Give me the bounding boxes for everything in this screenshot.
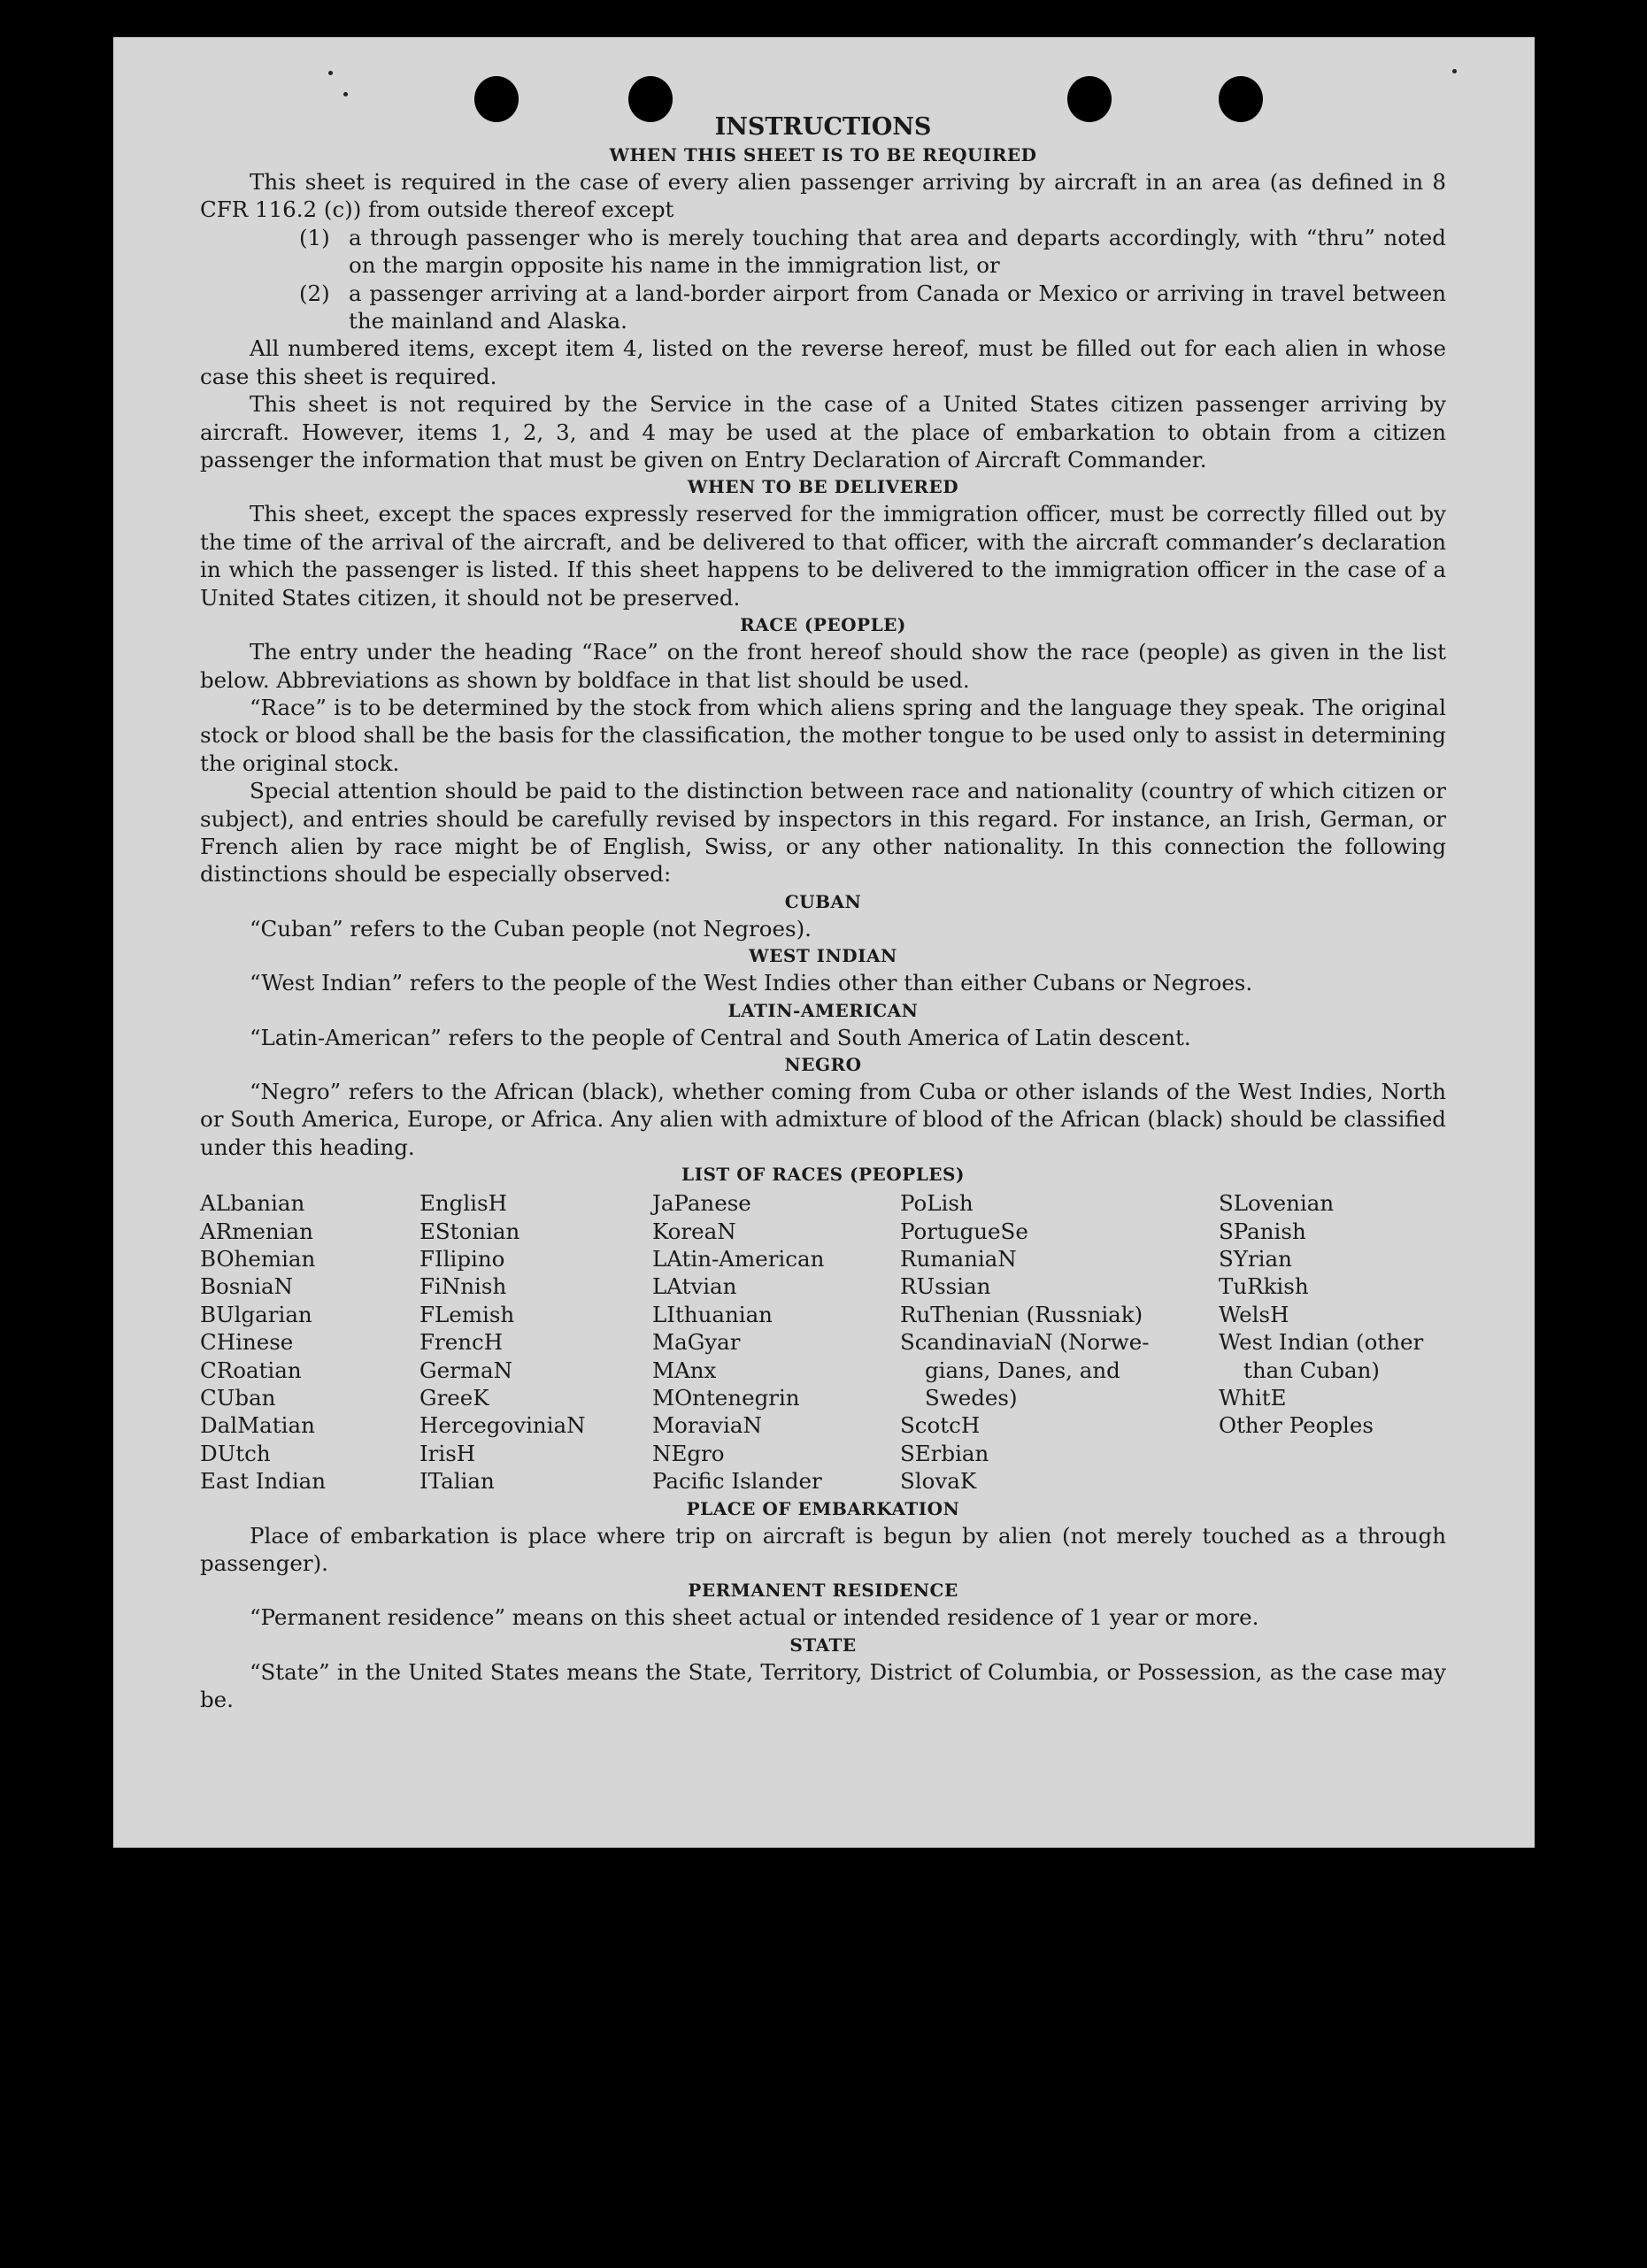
section-heading-latin-american: LATIN-AMERICAN: [727, 999, 919, 1021]
paragraph: This sheet is not required by the Service in the case of a United States citizen passenger arriving by aircraft. However, items 1, 2, 3, and 4 may be used at the place of embarkation to obtain from a citizen passenger the information that must be given on Entry Declaration of Aircraft Commander.: [200, 391, 1446, 473]
list-item: [299, 224, 1446, 280]
race-entry: West Indian (other: [1219, 1329, 1424, 1356]
race-entry: PortugueSe: [900, 1218, 1028, 1244]
list-item-number: (1): [299, 224, 330, 250]
race-entry: East Indian: [200, 1468, 327, 1495]
race-entry: EStonian: [419, 1218, 520, 1244]
race-entry: RuThenian (Russniak): [900, 1301, 1143, 1327]
race-entry: ARmenian: [200, 1218, 313, 1244]
race-entry: RUssian: [900, 1273, 991, 1300]
race-entry: FIlipino: [419, 1246, 505, 1272]
race-entry: JaPanese: [652, 1190, 751, 1217]
races-column: [200, 1189, 419, 1495]
race-entry: MAnx: [652, 1357, 717, 1383]
section-heading-cuban: CUBAN: [784, 890, 862, 912]
race-entry: BOhemian: [200, 1246, 316, 1272]
race-entry: DUtch: [200, 1440, 271, 1466]
race-entry: LAtvian: [652, 1273, 737, 1300]
paragraph: Place of embarkation is place where trip on aircraft is begun by alien (not merely touched as a through passenger).: [200, 1522, 1446, 1577]
race-entry: LIthuanian: [652, 1301, 773, 1327]
paragraph: “Race” is to be determined by the stock from which aliens spring and the language they speak. The original stock or blood shall be the basis for the classification, the mother tongue to be used only to assist in determining the original stock.: [200, 694, 1446, 776]
race-entry: FrencH: [419, 1329, 504, 1356]
document-sheet: [113, 37, 1535, 1848]
race-entry: Pacific Islander: [652, 1468, 822, 1495]
section-heading-list-of-races: LIST OF RACES (PEOPLES): [681, 1164, 965, 1186]
paragraph: “Permanent residence” means on this sheet actual or intended residence of 1 year or more.: [250, 1604, 1259, 1631]
race-entry: KoreaN: [652, 1218, 736, 1244]
section-heading-negro: NEGRO: [784, 1053, 862, 1075]
race-entry: ITalian: [419, 1468, 495, 1495]
races-list: [200, 1189, 1446, 1495]
race-entry: CHinese: [200, 1329, 294, 1356]
section-heading-west-indian: WEST INDIAN: [749, 945, 897, 967]
race-entry: MaGyar: [652, 1329, 741, 1356]
paragraph: This sheet, except the spaces expressly reserved for the immigration officer, must be correctly filled out by the time of the arrival of the aircraft, and be delivered to that officer, with the aircraft commander’s declaration in which the passenger is listed. If this sheet happens to be delivered to the immigration officer in the case of a United States citizen, it should not be preserved.: [200, 501, 1446, 611]
race-entry: SlovaK: [900, 1468, 977, 1495]
race-entry: NEgro: [652, 1440, 725, 1466]
race-entry: BUlgarian: [200, 1301, 312, 1327]
paragraph: “Latin-American” refers to the people of Central and South America of Latin descent.: [250, 1024, 1191, 1050]
race-entry: WelsH: [1219, 1301, 1289, 1327]
race-entry: GreeK: [419, 1385, 489, 1411]
race-entry: EnglisH: [419, 1190, 507, 1217]
race-entry: gians, Danes, and: [925, 1357, 1120, 1383]
race-entry: LAtin-American: [652, 1246, 825, 1272]
race-entry: IrisH: [419, 1440, 476, 1466]
race-entry: MOntenegrin: [652, 1385, 800, 1411]
section-heading-embarkation: PLACE OF EMBARKATION: [686, 1497, 960, 1519]
race-entry: than Cuban): [1243, 1357, 1380, 1383]
paragraph: The entry under the heading “Race” on the front hereof should show the race (people) as given in the list below. Abbreviations as shown by boldface in that list should be used.: [200, 639, 1446, 693]
race-entry: SPanish: [1219, 1218, 1306, 1244]
list-item: [299, 280, 1446, 335]
race-entry: SLovenian: [1219, 1190, 1335, 1217]
paragraph: “State” in the United States means the State, Territory, District of Columbia, or Possession, as the case may be.: [200, 1658, 1446, 1713]
speck: [343, 92, 348, 96]
paragraph: “Negro” refers to the African (black), whether coming from Cuba or other islands of the West Indies, North or South America, Europe, or Africa. Any alien with admixture of blood of the African (black) should be classified under this heading.: [200, 1078, 1446, 1160]
race-entry: FiNnish: [419, 1273, 507, 1300]
race-entry: TuRkish: [1219, 1273, 1309, 1300]
list-item-number: (2): [299, 280, 330, 306]
paragraph: All numbered items, except item 4, listed on the reverse hereof, must be filled out for each alien in whose case this sheet is required.: [200, 335, 1446, 389]
race-entry: RumaniaN: [900, 1246, 1017, 1272]
race-entry: PoLish: [900, 1190, 974, 1217]
section-heading-state: STATE: [789, 1634, 857, 1656]
race-entry: GermaN: [419, 1357, 513, 1383]
list-item-text: a through passenger who is merely touching that area and departs accordingly, with “thru” noted on the margin opposite his name in the immigration list, or: [349, 224, 1446, 279]
instructions-content: [200, 113, 1446, 1714]
race-entry: CRoatian: [200, 1357, 302, 1383]
paragraph: This sheet is required in the case of every alien passenger arriving by aircraft in an area (as defined in 8 CFR 116.2 (c)) from outside thereof except: [200, 169, 1446, 223]
race-entry: ALbanian: [200, 1190, 305, 1217]
speck: [1452, 69, 1457, 73]
race-entry: ScotcH: [900, 1412, 981, 1439]
race-entry: HercegoviniaN: [419, 1412, 586, 1439]
race-entry: Swedes): [925, 1385, 1018, 1411]
speck: [328, 71, 333, 75]
paragraph: “West Indian” refers to the people of the West Indies other than either Cubans or Negroes.: [250, 970, 1253, 996]
race-entry: SErbian: [900, 1440, 989, 1466]
race-entry: ScandinaviaN (Norwe-: [900, 1329, 1150, 1356]
paragraph: “Cuban” refers to the Cuban people (not Negroes).: [250, 915, 812, 942]
race-entry: WhitE: [1219, 1385, 1287, 1411]
race-entry: BosniaN: [200, 1273, 293, 1300]
section-heading-delivered: WHEN TO BE DELIVERED: [687, 476, 959, 498]
races-column: [652, 1189, 900, 1495]
paragraph: Special attention should be paid to the distinction between race and nationality (country of which citizen or subject), and entries should be carefully revised by inspectors in this regard. For instance, an Irish, German, or French alien by race might be of English, Swiss, or any other nationality. In this connection the following distinctions should be especially observed:: [200, 778, 1446, 888]
race-entry: MoraviaN: [652, 1412, 762, 1439]
races-column: [1219, 1189, 1446, 1495]
section-heading-residence: PERMANENT RESIDENCE: [688, 1580, 958, 1602]
page-title: INSTRUCTIONS: [714, 113, 932, 141]
list-item-text: a passenger arriving at a land-border airport from Canada or Mexico or arriving in travel between the mainland and Alaska.: [349, 280, 1446, 334]
races-column: [419, 1189, 652, 1495]
section-heading-required: WHEN THIS SHEET IS TO BE REQUIRED: [609, 144, 1037, 165]
race-entry: SYrian: [1219, 1246, 1292, 1272]
race-entry: DalMatian: [200, 1412, 315, 1439]
race-entry: CUban: [200, 1385, 276, 1411]
race-entry: FLemish: [419, 1301, 515, 1327]
race-entry: Other Peoples: [1219, 1412, 1374, 1439]
races-column: [900, 1189, 1219, 1495]
section-heading-race: RACE (PEOPLE): [740, 614, 906, 636]
